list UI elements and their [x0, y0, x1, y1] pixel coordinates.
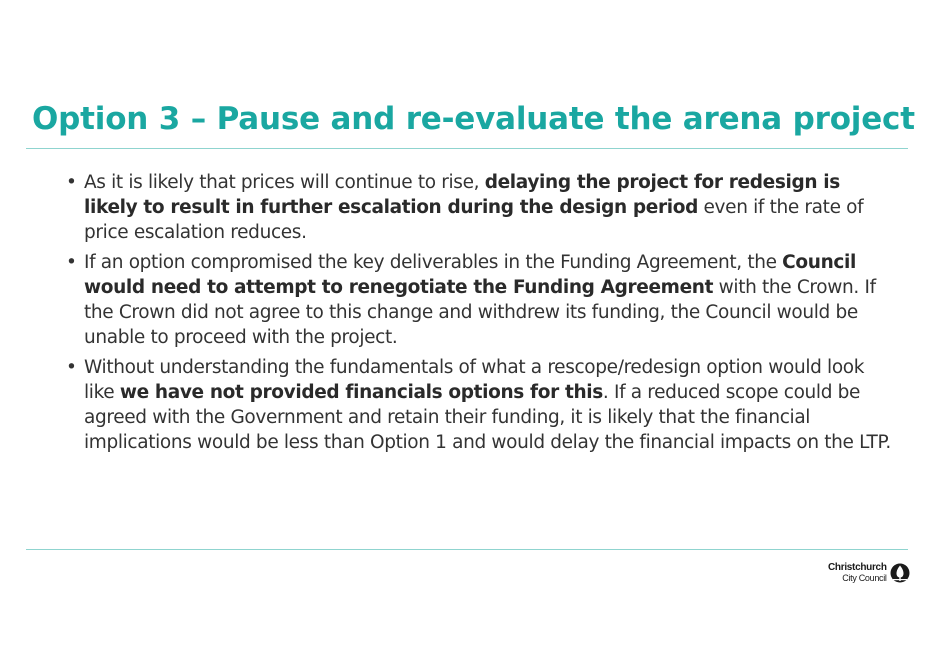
bullet-text-bold: we have not provided financials options for this	[119, 382, 603, 403]
bullet-text-part: If an option compromised the key deliverables in the Funding Agreement, the	[84, 252, 783, 273]
bullet-text-part: As it is likely that prices will continue to rise,	[84, 172, 485, 193]
bullet-text-part: . If a reduced scope could be agreed with the Government and retain their funding, it is likely that the financial implications would be less than Option 1 and would delay the financial impacts on the LTP.	[84, 382, 891, 453]
bullet-text-part: with the Crown. If the Crown did not agree to this change and withdrew its funding, the Council would be unable to proceed with the project.	[84, 277, 876, 348]
logo-line-1: Christchurch	[828, 562, 887, 573]
bullet-item	[62, 355, 894, 455]
christchurch-city-council-logo	[828, 562, 910, 584]
bullet-dot: •	[66, 172, 77, 193]
bullet-text	[84, 252, 876, 348]
bullet-item	[62, 170, 894, 245]
logo-line-2: City Council	[842, 573, 887, 583]
bullet-text	[84, 357, 891, 453]
bullet-dot: •	[66, 357, 77, 378]
bullet-item	[62, 250, 894, 350]
slide-title: Option 3 – Pause and re-evaluate the arena project	[32, 101, 915, 137]
bullet-text	[84, 172, 863, 243]
bullet-list	[62, 170, 894, 460]
bullet-text-part: even if the rate of price escalation reduces.	[84, 197, 864, 243]
bullet-dot: •	[66, 252, 77, 273]
bullet-text-bold: delaying the project for redesign is likely to result in further escalation during the design period	[84, 172, 840, 218]
bullet-text-bold: Council would need to attempt to renegotiate the Funding Agreement	[84, 252, 856, 298]
christchurch-logo-icon	[890, 563, 910, 583]
logo-wordmark	[828, 563, 887, 583]
bullet-text-part: Without understanding the fundamentals of what a rescope/redesign option would look like	[84, 357, 865, 403]
title-divider	[26, 148, 908, 149]
footer-divider	[26, 549, 908, 550]
